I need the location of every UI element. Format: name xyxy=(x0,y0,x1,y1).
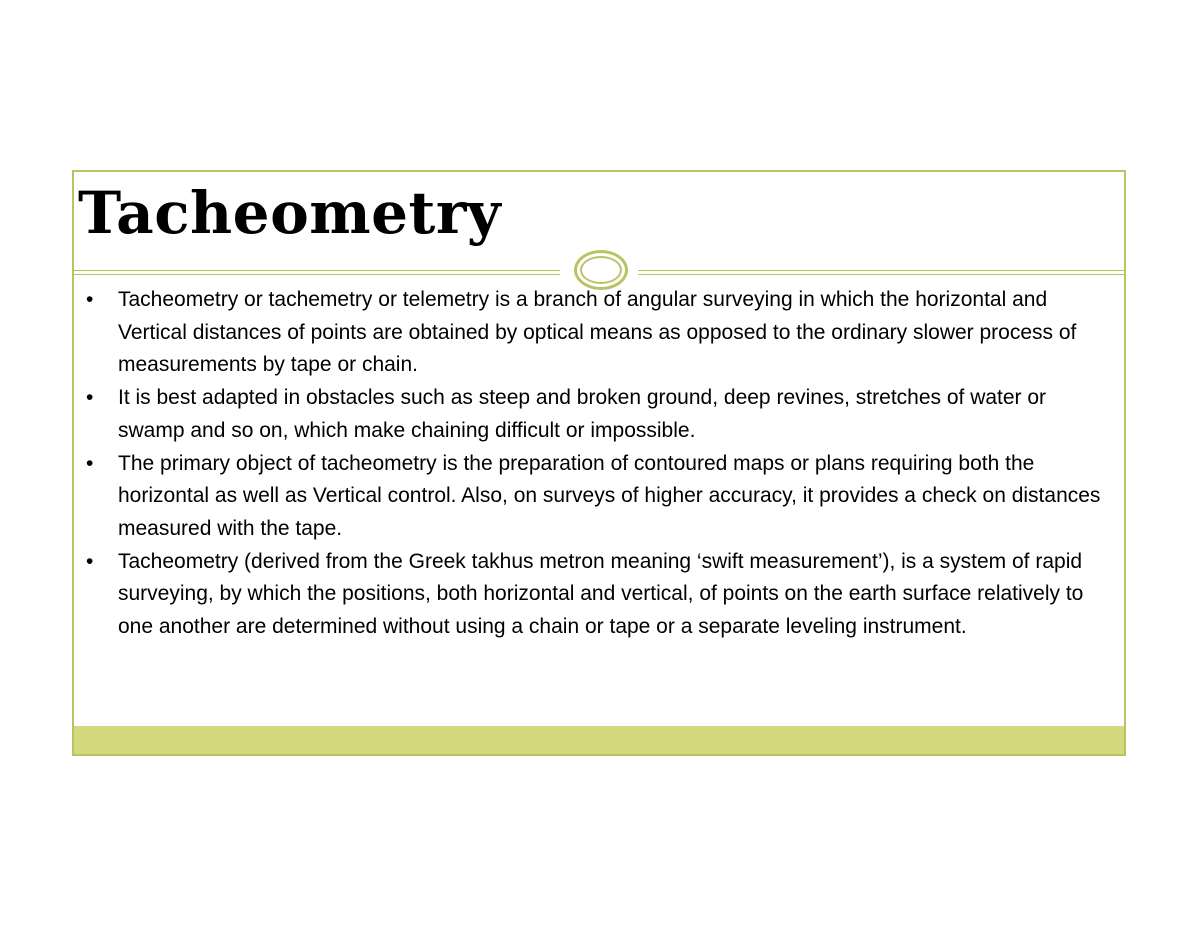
bullet-item xyxy=(86,448,1116,546)
title-divider-left xyxy=(74,270,560,275)
bullet-text: Tacheometry (derived from the Greek takhus metron meaning ‘swift measurement’), is a system of rapid surveying, by which the positions, both horizontal and vertical, of points on the earth surface relatively to one another are determined without using a chain or tape or a separate leveling instrument. xyxy=(118,549,1084,639)
bullet-item xyxy=(86,284,1116,382)
footer-band xyxy=(74,726,1124,754)
slide-title: Tacheometry xyxy=(78,179,502,247)
bullet-icon: • xyxy=(86,549,94,573)
slide-frame xyxy=(72,170,1126,756)
title-divider-right xyxy=(638,270,1126,275)
bullet-icon: • xyxy=(86,386,94,410)
bullet-icon: • xyxy=(86,451,94,475)
ring-ornament-inner xyxy=(580,256,622,284)
bullet-icon: • xyxy=(86,288,94,311)
bullet-list xyxy=(86,284,1116,644)
bullet-text: Tacheometry or tachemetry or telemetry is a branch of angular surveying in which the horizontal and Vertical distances of points are obtained by optical means as opposed to the ordinary slower process of measurements by tape or chain. xyxy=(118,288,1077,377)
bullet-item xyxy=(86,382,1116,447)
bullet-text: It is best adapted in obstacles such as steep and broken ground, deep revines, stretches of water or swamp and so on, which make chaining difficult or impossible. xyxy=(118,386,1047,442)
bullet-text: The primary object of tacheometry is the preparation of contoured maps or plans requiring both the horizontal as well as Vertical control. Also, on surveys of higher accuracy, it provides a check on distances measured with the tape. xyxy=(118,451,1101,540)
bullet-item xyxy=(86,546,1116,644)
